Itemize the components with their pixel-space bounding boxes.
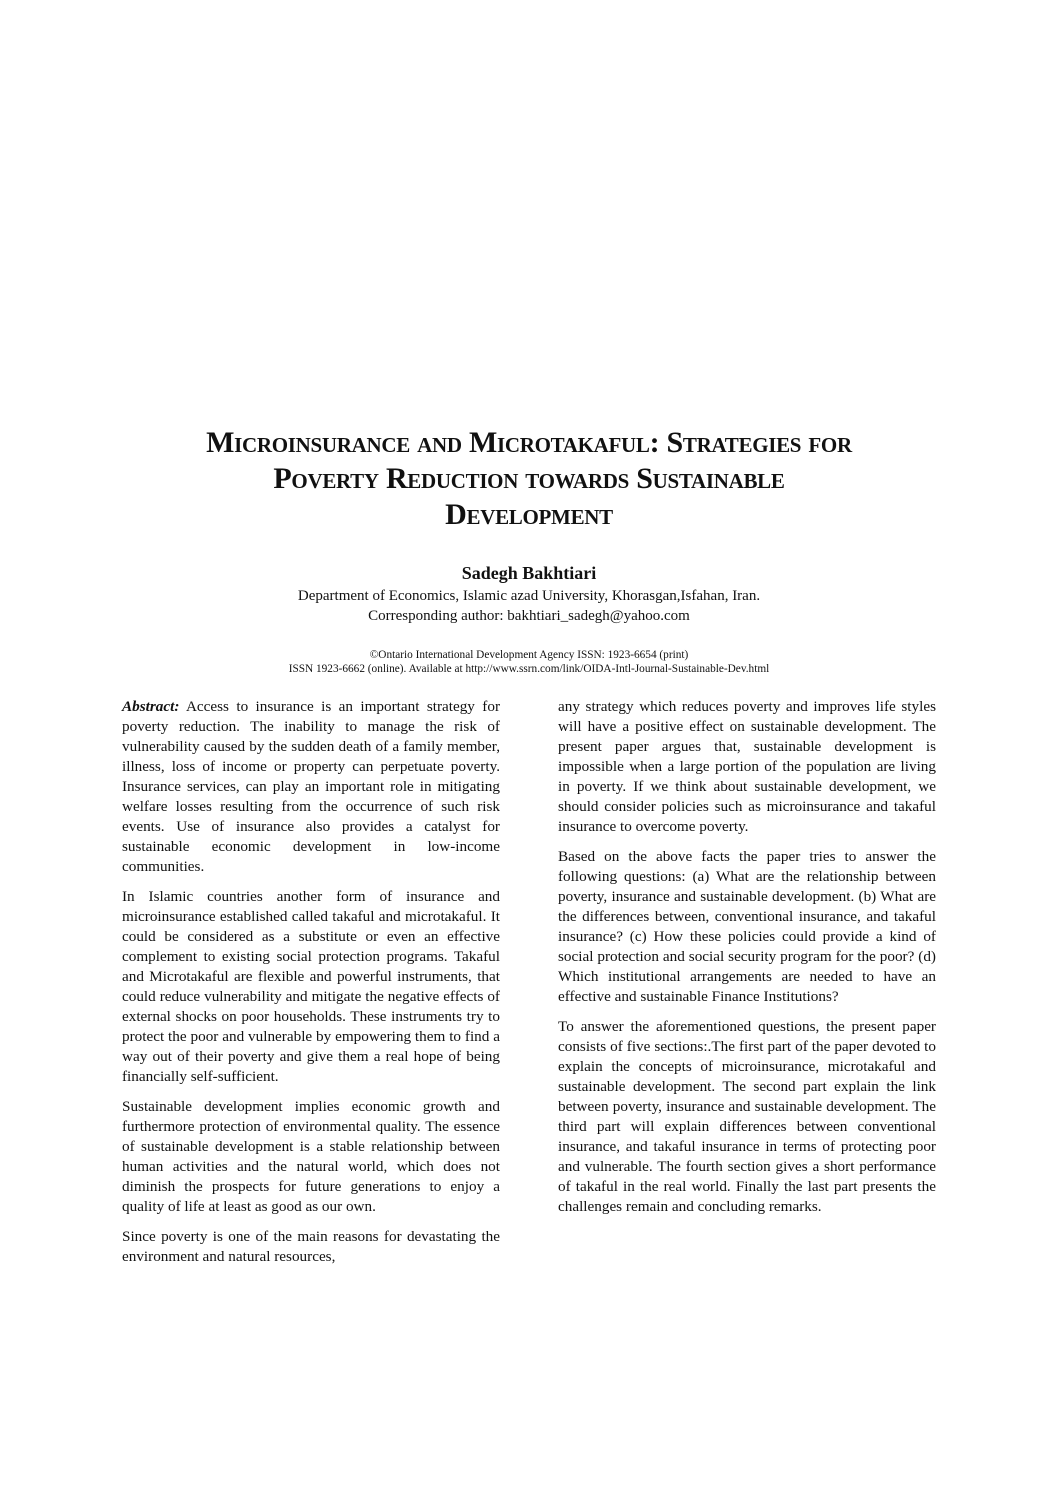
copyright-line: ISSN 1923-6662 (online). Available at http://www.ssrn.com/link/OIDA-Intl-Journal-Sustainable-Dev.html bbox=[288, 663, 770, 675]
body-paragraph: Since poverty is one of the main reasons for devastating the environment and natural resources, bbox=[122, 1228, 500, 1265]
right-column bbox=[558, 697, 936, 1227]
body-paragraph: In Islamic countries another form of insurance and microinsurance established called takaful and microtakaful. It could be considered as a substitute or even an effective complement to existing social protection programs. Takaful and Microtakaful are flexible and powerful instruments, that could reduce vulnerability and mitigate the negative effects of external shocks on poor households. These instruments try to protect the poor and vulnerable by empowering them to find a way out of their poverty and give them a real hope of being financially self-sufficient. bbox=[122, 888, 500, 1085]
author-affiliation-block bbox=[0, 586, 1058, 626]
abstract-label: Abstract: bbox=[122, 698, 180, 715]
affiliation: Department of Economics, Islamic azad University, Khorasgan,Isfahan, Iran. bbox=[297, 588, 761, 604]
body-paragraph: any strategy which reduces poverty and improves life styles will have a positive effect on sustainable development. The present paper argues that, sustainable development is impossible when a large portion of the population are living in poverty. If we think about sustainable development, we should consider policies such as microinsurance and takaful insurance to overcome poverty. bbox=[558, 698, 936, 835]
author-name: Sadegh Bakhtiari bbox=[461, 563, 597, 583]
copyright-line: ©Ontario International Development Agency ISSN: 1923-6654 (print) bbox=[369, 649, 689, 661]
title-line: Development bbox=[445, 498, 613, 531]
abstract-paragraph bbox=[122, 697, 500, 877]
left-column bbox=[122, 697, 500, 1277]
body-paragraph: Based on the above facts the paper tries to answer the following questions: (a) What are the relationship between poverty, insurance and sustainable development. (b) What are the differences between, conventional insurance, and takaful insurance? (c) How these policies could provide a kind of social protection and social security program for the poor? (d) Which institutional arrangements are needed to have an effective and sustainable Finance Institutions? bbox=[558, 848, 936, 1005]
abstract-text: Access to insurance is an important strategy for poverty reduction. The inability to manage the risk of vulnerability caused by the sudden death of a family member, illness, loss of income or property can perpetuate poverty. Insurance services, can play an important role in mitigating welfare losses resulting from the occurrence of such risk events. Use of insurance also provides a catalyst for sustainable economic development in low-income communities. bbox=[122, 698, 500, 875]
title-line: Poverty Reduction towards Sustainable bbox=[273, 462, 785, 495]
corresponding-author: Corresponding author: bakhtiari_sadegh@yahoo.com bbox=[368, 608, 690, 624]
paper-title bbox=[100, 425, 958, 533]
title-line: Microinsurance and Microtakaful: Strategies for bbox=[206, 426, 852, 459]
copyright-notice bbox=[0, 648, 1058, 676]
body-paragraph: To answer the aforementioned questions, the present paper consists of five sections:.The first part of the paper devoted to explain the concepts of microinsurance, microtakaful and sustainable development. The second part explain the link between poverty, insurance and sustainable development. The third part will explain differences between conventional insurance, and takaful insurance in terms of protecting poor and vulnerable. The fourth section gives a short performance of takaful in the real world. Finally the last part presents the challenges remain and concluding remarks. bbox=[558, 1018, 936, 1215]
body-paragraph: Sustainable development implies economic growth and furthermore protection of environmental quality. The essence of sustainable development is a stable relationship between human activities and the natural world, which does not diminish the prospects for future generations to enjoy a quality of life at least as good as our own. bbox=[122, 1098, 500, 1215]
